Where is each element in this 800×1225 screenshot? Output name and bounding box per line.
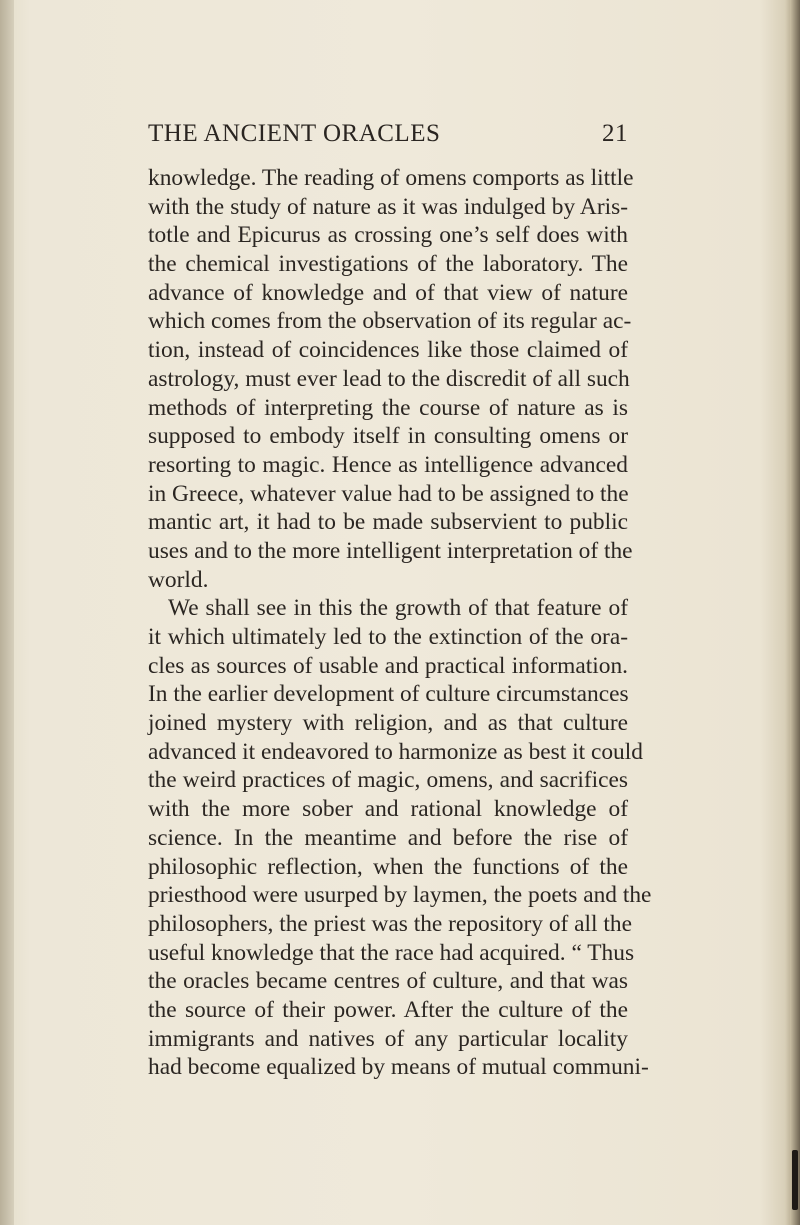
text-line: the weird practices of magic, omens, and sacrifices [148,767,628,794]
text-line: the chemical investigations of the laboratory. The [148,251,628,278]
text-line: in Greece, whatever value had to be assigned to the [148,480,629,507]
text-line: with the study of nature as it was indulged by Aris- [148,193,628,220]
text-line: astrology, must ever lead to the discredit of all such [148,365,630,392]
text-line: priesthood were usurped by laymen, the poets and the [148,882,652,909]
text-line: joined mystery with religion, and as that culture [148,710,628,737]
text-line: it which ultimately led to the extinction of the ora- [148,624,628,650]
text-line: science. In the meantime and before the rise of [148,824,628,851]
text-line: immigrants and natives of any particular locality [148,1025,628,1052]
text-line: with the more sober and rational knowledge of [148,796,628,823]
text-line: methods of interpreting the course of nature as is [148,394,628,421]
text-line: tion, instead of coincidences like those claimed of [148,337,628,364]
text-line: uses and to the more intelligent interpretation of the [148,537,633,564]
body-text [148,164,652,1082]
page-edge [790,0,800,1225]
running-head [148,120,628,154]
page-gutter [0,0,14,1225]
text-line: the source of their power. After the culture of the [148,996,628,1023]
text-line: resorting to magic. Hence as intelligence advanced [148,451,628,478]
text-line: philosophers, the priest was the repository of all the [148,910,632,937]
text-line: useful knowledge that the race had acquired. “ Thus [148,939,635,966]
page-number: 21 [602,120,628,147]
text-line: totle and Epicurus as crossing one’s self does with [148,222,628,249]
text-line: In the earlier development of culture circumstances [148,681,629,708]
text-line: the oracles became centres of culture, and that was [148,968,628,995]
text-line: mantic art, it had to be made subservient to public [148,509,628,536]
text-line: advance of knowledge and of that view of nature [148,279,628,306]
text-line: had become equalized by means of mutual communi- [148,1054,649,1081]
text-line: knowledge. The reading of omens comports as little [148,165,634,191]
text-line: cles as sources of usable and practical information. [148,652,628,679]
text-line: world. [148,566,209,593]
edge-mark [792,1150,798,1210]
text-line: supposed to embody itself in consulting omens or [148,423,628,450]
running-head-title: THE ANCIENT ORACLES [148,120,441,147]
text-line: philosophic reflection, when the functions of the [148,853,628,880]
text-line: advanced it endeavored to harmonize as best it could [148,738,643,765]
text-line: We shall see in this the growth of that feature of [168,595,628,622]
text-line: which comes from the observation of its regular ac- [148,308,632,335]
